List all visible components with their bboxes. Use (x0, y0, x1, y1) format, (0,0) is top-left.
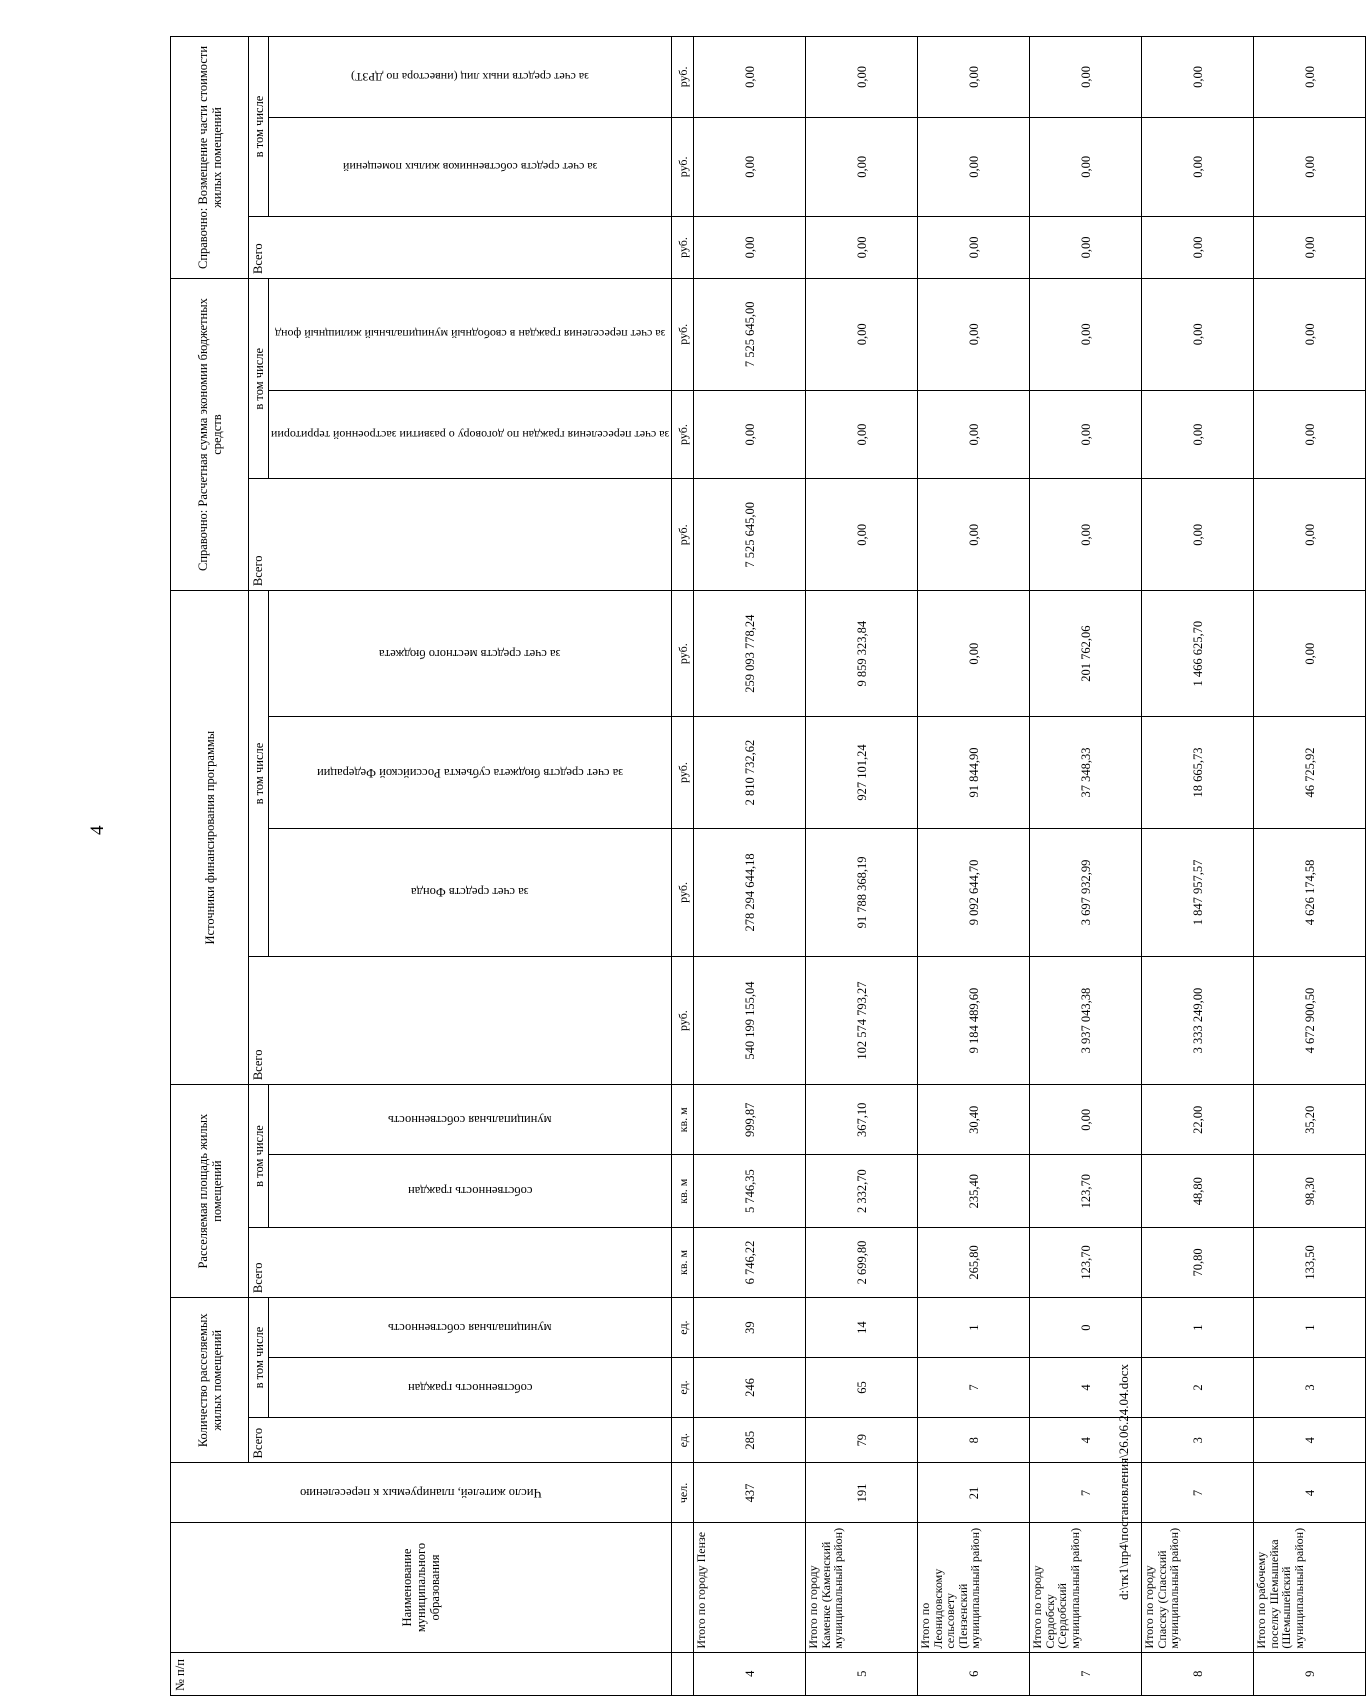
header-row-2 (249, 37, 269, 1696)
compensation-owners: 0,00 (1030, 117, 1142, 216)
savings-development: 0,00 (918, 390, 1030, 479)
funding-total: 3 937 043,38 (1030, 957, 1142, 1085)
funding-local-budget: 201 762,06 (1030, 591, 1142, 717)
table-row (806, 37, 918, 1696)
savings-total: 0,00 (1030, 479, 1142, 591)
compensation-others: 0,00 (1142, 37, 1254, 118)
funding-subject-budget: 37 348,33 (1030, 717, 1142, 829)
unit-cell: руб. (672, 479, 694, 591)
row-num: 4 (694, 1652, 806, 1695)
savings-free-fund: 0,00 (1254, 278, 1366, 390)
funding-fund: 4 626 174,58 (1254, 828, 1366, 956)
compensation-total: 0,00 (1254, 216, 1366, 278)
compensation-owners: 0,00 (694, 117, 806, 216)
count-municipal: 0 (1030, 1298, 1142, 1358)
residents-count: 191 (806, 1463, 918, 1523)
header-area-municipal: муниципальная собственность (269, 1085, 672, 1155)
funding-subject-budget: 46 725,92 (1254, 717, 1366, 829)
header-compensation-others: за счет средств иных лиц (инвестора по ДРЗТ) (269, 37, 672, 118)
count-municipal: 39 (694, 1298, 806, 1358)
units-empty (672, 1523, 694, 1652)
unit-cell: чел. (672, 1463, 694, 1523)
funding-total: 3 333 249,00 (1142, 957, 1254, 1085)
count-total: 3 (1142, 1418, 1254, 1463)
header-savings-incl: в том числе (249, 278, 269, 479)
count-municipal: 1 (918, 1298, 1030, 1358)
resettlement-table (170, 36, 1366, 1696)
header-savings-total: Всего (249, 479, 672, 591)
area-citizens: 2 332,70 (806, 1155, 918, 1227)
table-row (918, 37, 1030, 1696)
row-num: 7 (1030, 1652, 1142, 1695)
area-municipal: 0,00 (1030, 1085, 1142, 1155)
compensation-total: 0,00 (918, 216, 1030, 278)
area-total: 123,70 (1030, 1227, 1142, 1297)
compensation-others: 0,00 (1030, 37, 1142, 118)
savings-total: 0,00 (1142, 479, 1254, 591)
savings-development: 0,00 (1030, 390, 1142, 479)
header-area-total: Всего (249, 1227, 672, 1297)
header-local-budget: за счет средств местного бюджета (269, 591, 672, 717)
count-citizens: 4 (1030, 1358, 1142, 1418)
count-citizens: 3 (1254, 1358, 1366, 1418)
table-row (694, 37, 806, 1696)
units-row (672, 37, 694, 1696)
savings-free-fund: 0,00 (806, 278, 918, 390)
compensation-total: 0,00 (694, 216, 806, 278)
funding-local-budget: 9 859 323,84 (806, 591, 918, 717)
area-total: 70,80 (1142, 1227, 1254, 1297)
header-name: Наименование муниципального образования (171, 1523, 672, 1652)
header-area-citizens: собственность граждан (269, 1155, 672, 1227)
compensation-owners: 0,00 (918, 117, 1030, 216)
header-row-1 (171, 37, 249, 1696)
savings-development: 0,00 (694, 390, 806, 479)
resettlement-table-rotated (170, 36, 1317, 1696)
funding-fund: 278 294 644,18 (694, 828, 806, 956)
units-empty (672, 1652, 694, 1695)
municipality-name: Итого по Леонидовскому сельсовету (Пензенский муниципальный район) (918, 1523, 1030, 1652)
unit-cell: руб. (672, 37, 694, 118)
table-row (1142, 37, 1254, 1696)
header-count-citizens: собственность граждан (269, 1358, 672, 1418)
count-citizens: 65 (806, 1358, 918, 1418)
savings-free-fund: 0,00 (918, 278, 1030, 390)
header-savings-group: Справочно: Расчетная сумма экономии бюджетных средств (171, 278, 249, 590)
savings-total: 0,00 (806, 479, 918, 591)
area-municipal: 35,20 (1254, 1085, 1366, 1155)
unit-cell: кв. м (672, 1227, 694, 1297)
unit-cell: кв. м (672, 1155, 694, 1227)
area-citizens: 123,70 (1030, 1155, 1142, 1227)
page-number: 4 (87, 825, 108, 835)
area-total: 6 746,22 (694, 1227, 806, 1297)
residents-count: 7 (1030, 1463, 1142, 1523)
compensation-others: 0,00 (918, 37, 1030, 118)
savings-development: 0,00 (806, 390, 918, 479)
header-count-total: Всего (249, 1418, 672, 1463)
row-num: 8 (1142, 1652, 1254, 1695)
area-total: 133,50 (1254, 1227, 1366, 1297)
savings-total: 0,00 (1254, 479, 1366, 591)
funding-subject-budget: 91 844,90 (918, 717, 1030, 829)
funding-local-budget: 0,00 (918, 591, 1030, 717)
compensation-total: 0,00 (806, 216, 918, 278)
residents-count: 437 (694, 1463, 806, 1523)
savings-free-fund: 0,00 (1142, 278, 1254, 390)
compensation-owners: 0,00 (1254, 117, 1366, 216)
municipality-name: Итого по городу Спасску (Спасский муниципальный район) (1142, 1523, 1254, 1652)
compensation-others: 0,00 (806, 37, 918, 118)
residents-count: 21 (918, 1463, 1030, 1523)
funding-local-budget: 1 466 625,70 (1142, 591, 1254, 717)
unit-cell: руб. (672, 390, 694, 479)
municipality-name: Итого по городу Сердобску (Сердобский муниципальный район) (1030, 1523, 1142, 1652)
area-municipal: 30,40 (918, 1085, 1030, 1155)
count-municipal: 1 (1142, 1298, 1254, 1358)
header-funding-incl: в том числе (249, 591, 269, 957)
compensation-owners: 0,00 (1142, 117, 1254, 216)
count-citizens: 246 (694, 1358, 806, 1418)
area-citizens: 235,40 (918, 1155, 1030, 1227)
compensation-owners: 0,00 (806, 117, 918, 216)
count-municipal: 14 (806, 1298, 918, 1358)
row-num: 6 (918, 1652, 1030, 1695)
funding-total: 102 574 793,27 (806, 957, 918, 1085)
residents-count: 4 (1254, 1463, 1366, 1523)
header-compensation-total: Всего (249, 216, 672, 278)
funding-total: 9 184 489,60 (918, 957, 1030, 1085)
header-funding-total: Всего (249, 957, 672, 1085)
unit-cell: ед. (672, 1418, 694, 1463)
area-municipal: 999,87 (694, 1085, 806, 1155)
area-municipal: 22,00 (1142, 1085, 1254, 1155)
area-municipal: 367,10 (806, 1085, 918, 1155)
area-citizens: 48,80 (1142, 1155, 1254, 1227)
count-total: 79 (806, 1418, 918, 1463)
compensation-total: 0,00 (1030, 216, 1142, 278)
header-savings-free-fund: за счет переселения граждан в свободный муниципальный жилищный фонд (269, 278, 672, 390)
row-num: 9 (1254, 1652, 1366, 1695)
area-total: 265,80 (918, 1227, 1030, 1297)
header-area-group: Расселяемая площадь жилых помещений (171, 1085, 249, 1298)
header-compensation-owners: за счет средств собственников жилых помещений (269, 117, 672, 216)
municipality-name: Итого по рабочему поселку Шемышейка (Шемышейский муниципальный район) (1254, 1523, 1366, 1652)
count-total: 4 (1254, 1418, 1366, 1463)
header-subject-budget: за счет средств бюджета субъекта Российской Федерации (269, 717, 672, 829)
unit-cell: руб. (672, 957, 694, 1085)
compensation-others: 0,00 (694, 37, 806, 118)
funding-subject-budget: 927 101,24 (806, 717, 918, 829)
count-total: 8 (918, 1418, 1030, 1463)
unit-cell: кв. м (672, 1085, 694, 1155)
header-count-group: Количество расселяемых жилых помещений (171, 1298, 249, 1463)
unit-cell: руб. (672, 717, 694, 829)
table-row (1254, 37, 1366, 1696)
funding-subject-budget: 18 665,73 (1142, 717, 1254, 829)
unit-cell: руб. (672, 216, 694, 278)
funding-local-budget: 259 093 778,24 (694, 591, 806, 717)
area-citizens: 98,30 (1254, 1155, 1366, 1227)
funding-total: 4 672 900,50 (1254, 957, 1366, 1085)
savings-free-fund: 7 525 645,00 (694, 278, 806, 390)
row-num: 5 (806, 1652, 918, 1695)
savings-free-fund: 0,00 (1030, 278, 1142, 390)
funding-local-budget: 0,00 (1254, 591, 1366, 717)
funding-subject-budget: 2 810 732,62 (694, 717, 806, 829)
count-total: 285 (694, 1418, 806, 1463)
header-count-incl: в том числе (249, 1298, 269, 1418)
funding-fund: 1 847 957,57 (1142, 828, 1254, 956)
unit-cell: руб. (672, 591, 694, 717)
unit-cell: ед. (672, 1358, 694, 1418)
unit-cell: руб. (672, 828, 694, 956)
count-citizens: 2 (1142, 1358, 1254, 1418)
savings-total: 7 525 645,00 (694, 479, 806, 591)
area-total: 2 699,80 (806, 1227, 918, 1297)
header-funding-group: Источники финансирования программы (171, 591, 249, 1085)
residents-count: 7 (1142, 1463, 1254, 1523)
footer-file-path: d:\тк1\пр4\постановления\26.06.24.04.docx (1116, 1363, 1131, 1600)
count-total: 4 (1030, 1418, 1142, 1463)
funding-fund: 91 788 368,19 (806, 828, 918, 956)
savings-development: 0,00 (1142, 390, 1254, 479)
header-area-incl: в том числе (249, 1085, 269, 1228)
header-compensation-group: Справочно: Возмещение части стоимости жилых помещений (171, 37, 249, 279)
count-citizens: 7 (918, 1358, 1030, 1418)
savings-development: 0,00 (1254, 390, 1366, 479)
header-count-municipal: муниципальная собственность (269, 1298, 672, 1358)
funding-fund: 9 092 644,70 (918, 828, 1030, 956)
municipality-name: Итого по городу Пензе (694, 1523, 806, 1652)
header-compensation-incl: в том числе (249, 37, 269, 217)
funding-fund: 3 697 932,99 (1030, 828, 1142, 956)
savings-total: 0,00 (918, 479, 1030, 591)
count-municipal: 1 (1254, 1298, 1366, 1358)
compensation-others: 0,00 (1254, 37, 1366, 118)
header-num: № п/п (171, 1652, 672, 1695)
header-residents: Число жителей, планируемых к переселению (171, 1463, 672, 1523)
funding-total: 540 199 155,04 (694, 957, 806, 1085)
unit-cell: ед. (672, 1298, 694, 1358)
unit-cell: руб. (672, 117, 694, 216)
municipality-name: Итого по городу Каменке (Каменский муниципальный район) (806, 1523, 918, 1652)
compensation-total: 0,00 (1142, 216, 1254, 278)
header-fund: за счет средств Фонда (269, 828, 672, 956)
unit-cell: руб. (672, 278, 694, 390)
header-savings-development: за счет переселения граждан по договору о развитии застроенной территории (269, 390, 672, 479)
area-citizens: 5 746,35 (694, 1155, 806, 1227)
